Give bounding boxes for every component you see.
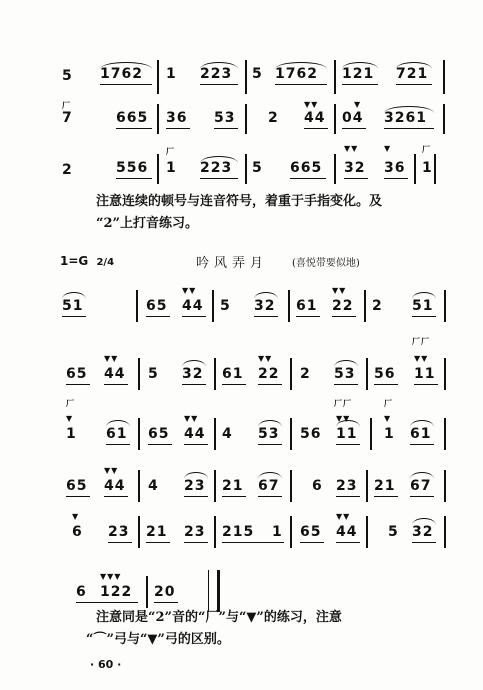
note: 65 xyxy=(148,426,170,442)
underline-mark xyxy=(342,84,378,85)
accent-mark: ▼▼ xyxy=(336,512,351,521)
note: 5 xyxy=(252,66,263,82)
note: 65 xyxy=(146,298,168,314)
time-signature: 2/4 xyxy=(96,257,115,268)
note: 1 xyxy=(422,160,433,176)
barline xyxy=(334,154,336,184)
underline-mark xyxy=(200,178,238,179)
underline-mark xyxy=(62,316,86,317)
note: 44 xyxy=(104,478,126,494)
accent-mark: 厂厂 xyxy=(412,337,430,346)
accent-mark: ▼▼ xyxy=(414,354,429,363)
key-signature xyxy=(60,254,114,268)
barline xyxy=(214,470,216,502)
barline xyxy=(245,104,247,134)
underline-mark xyxy=(334,384,358,385)
underline-mark xyxy=(332,316,356,317)
note: 61 xyxy=(410,426,432,442)
slur-mark xyxy=(410,420,434,427)
barline xyxy=(245,60,247,94)
note: 04 xyxy=(342,110,364,126)
note: 56 xyxy=(374,366,396,382)
note: 23 xyxy=(108,524,130,540)
note: 65 xyxy=(300,524,322,540)
note: 61 xyxy=(106,426,128,442)
note: 44 xyxy=(182,298,204,314)
slur-mark xyxy=(254,292,278,299)
barline xyxy=(138,358,140,390)
underline-mark xyxy=(410,496,434,497)
note: 7 xyxy=(62,110,73,126)
note: 32 xyxy=(182,366,204,382)
underline-mark xyxy=(254,316,278,317)
note: 1 xyxy=(272,524,283,540)
underline-mark xyxy=(154,602,178,603)
underline-mark xyxy=(275,84,327,85)
note: 11 xyxy=(336,426,358,442)
slur-mark xyxy=(184,472,208,479)
underline-mark xyxy=(214,128,238,129)
barline xyxy=(290,470,292,502)
barline xyxy=(444,358,446,390)
note: 44 xyxy=(336,524,358,540)
instruction-text: 注意同是“2”音的“厂”与“▼”的练习，注意 xyxy=(96,610,342,625)
underline-mark xyxy=(344,178,368,179)
piece-title: 吟风弄月 xyxy=(196,256,269,271)
key-label: 1=G xyxy=(60,254,89,268)
underline-mark xyxy=(104,496,128,497)
underline-mark xyxy=(412,542,436,543)
note: 1 xyxy=(384,426,395,442)
underline-mark xyxy=(384,128,434,129)
note: 5 xyxy=(388,524,399,540)
slur-mark xyxy=(62,292,86,299)
barline xyxy=(434,154,436,184)
note: 32 xyxy=(344,160,366,176)
underline-mark xyxy=(146,542,170,543)
accent-mark: ▼ xyxy=(384,414,392,423)
underline-mark xyxy=(374,384,398,385)
accent-mark: ▼▼ xyxy=(182,286,197,295)
accent-mark: 厂 xyxy=(66,399,75,408)
accent-mark: ▼▼ xyxy=(304,100,319,109)
barline xyxy=(138,418,140,450)
slur-mark xyxy=(412,518,436,525)
slur-mark xyxy=(336,420,360,427)
underline-mark xyxy=(304,128,328,129)
underline-mark xyxy=(258,496,282,497)
note: 65 xyxy=(66,366,88,382)
accent-mark: ▼▼ xyxy=(336,414,351,423)
underline-mark xyxy=(222,496,246,497)
accent-mark: ▼▼ xyxy=(332,286,347,295)
note: 6 xyxy=(72,524,83,540)
slur-mark xyxy=(396,62,432,69)
underline-mark xyxy=(222,384,246,385)
accent-mark: 厂 xyxy=(166,147,175,156)
barline xyxy=(444,418,446,450)
underline-mark xyxy=(222,542,284,543)
barline xyxy=(366,470,368,502)
slur-mark xyxy=(258,420,282,427)
underline-mark xyxy=(410,444,434,445)
slur-mark xyxy=(200,62,238,69)
barline xyxy=(214,418,216,450)
note: 36 xyxy=(166,110,188,126)
note: 6 xyxy=(312,478,323,494)
note: 5 xyxy=(62,68,73,84)
barline xyxy=(290,358,292,390)
underline-mark xyxy=(336,496,360,497)
slur-mark xyxy=(410,472,434,479)
barline xyxy=(366,516,368,548)
barline xyxy=(138,470,140,502)
note: 21 xyxy=(222,478,244,494)
note: 4 xyxy=(222,426,233,442)
barline xyxy=(444,470,446,502)
slur-mark xyxy=(182,360,206,367)
note: 223 xyxy=(200,66,233,82)
accent-mark: 厂厂 xyxy=(334,399,352,408)
note: 65 xyxy=(66,478,88,494)
note: 44 xyxy=(104,366,126,382)
barline xyxy=(212,290,214,322)
note: 1 xyxy=(166,66,177,82)
accent-mark: 厂 xyxy=(422,145,431,154)
accent-mark: ▼▼ xyxy=(184,414,199,423)
note: 2 xyxy=(62,162,73,178)
instruction-text: “2”上打音练习。 xyxy=(96,216,199,231)
note: 22 xyxy=(332,298,354,314)
barline xyxy=(138,516,140,548)
note: 1 xyxy=(166,160,177,176)
slur-mark xyxy=(412,292,436,299)
slur-mark xyxy=(258,472,282,479)
underline-mark xyxy=(66,384,90,385)
barline xyxy=(290,418,292,450)
underline-mark xyxy=(258,444,282,445)
underline-mark xyxy=(336,444,360,445)
note: 6 xyxy=(76,584,87,600)
accent-mark: ▼ xyxy=(66,414,74,423)
accent-mark: ▼▼ xyxy=(104,354,119,363)
slur-mark xyxy=(275,62,327,69)
accent-mark: ▼▼ xyxy=(258,354,273,363)
slur-mark xyxy=(334,360,358,367)
accent-mark: ▼ xyxy=(72,512,80,521)
underline-mark xyxy=(184,444,208,445)
note: 4 xyxy=(148,478,159,494)
underline-mark xyxy=(100,84,152,85)
barline xyxy=(157,60,159,94)
note: 22 xyxy=(258,366,280,382)
underline-mark xyxy=(148,444,172,445)
note: 67 xyxy=(258,478,280,494)
note: 21 xyxy=(374,478,396,494)
slur-mark xyxy=(106,420,130,427)
underline-mark xyxy=(182,316,206,317)
underline-mark xyxy=(182,384,206,385)
note: 23 xyxy=(184,524,206,540)
note: 3261 xyxy=(384,110,427,126)
slur-mark xyxy=(384,106,434,113)
barline xyxy=(364,290,366,322)
note: 665 xyxy=(116,110,149,126)
note: 44 xyxy=(304,110,326,126)
barline xyxy=(214,516,216,548)
underline-mark xyxy=(300,542,324,543)
note: 67 xyxy=(410,478,432,494)
note: 1 xyxy=(66,426,77,442)
note: 556 xyxy=(116,160,149,176)
note: 32 xyxy=(254,298,276,314)
barline xyxy=(245,154,247,184)
underline-mark xyxy=(146,316,170,317)
note: 23 xyxy=(184,478,206,494)
underline-mark xyxy=(384,178,408,179)
underline-mark xyxy=(76,602,138,603)
barline xyxy=(334,60,336,94)
note: 36 xyxy=(384,160,406,176)
note: 23 xyxy=(336,478,358,494)
note: 2 xyxy=(372,298,383,314)
instruction-text: 注意连续的顿号与连音符号，着重于手指变化。及 xyxy=(96,194,383,209)
underline-mark xyxy=(414,384,438,385)
note: 61 xyxy=(222,366,244,382)
note: 56 xyxy=(300,426,322,442)
barline xyxy=(136,290,138,322)
underline-mark xyxy=(184,496,208,497)
underline-mark xyxy=(396,84,432,85)
note: 1762 xyxy=(100,66,143,82)
barline xyxy=(443,60,445,94)
note: 215 xyxy=(222,524,255,540)
note: 5 xyxy=(148,366,159,382)
underline-mark xyxy=(166,128,190,129)
note: 1762 xyxy=(275,66,318,82)
accent-mark: ▼ xyxy=(384,144,392,153)
underline-mark xyxy=(258,384,282,385)
barline xyxy=(334,104,336,134)
note: 665 xyxy=(290,160,323,176)
barline xyxy=(288,290,290,322)
note: 44 xyxy=(184,426,206,442)
barline xyxy=(290,516,292,548)
note: 122 xyxy=(100,584,133,600)
barline xyxy=(443,104,445,134)
note: 53 xyxy=(258,426,280,442)
barline xyxy=(414,154,416,184)
note: 2 xyxy=(300,366,311,382)
note: 5 xyxy=(252,160,263,176)
underline-mark xyxy=(296,316,320,317)
accent-mark: 厂 xyxy=(62,101,71,110)
note: 5 xyxy=(220,298,231,314)
underline-mark xyxy=(108,542,132,543)
underline-mark xyxy=(336,542,360,543)
slur-mark xyxy=(200,156,238,163)
barline xyxy=(366,358,368,390)
note: 51 xyxy=(62,298,84,314)
note: 2 xyxy=(268,110,279,126)
note: 223 xyxy=(200,160,233,176)
barline xyxy=(146,576,148,608)
underline-mark xyxy=(290,178,326,179)
note: 53 xyxy=(334,366,356,382)
barline xyxy=(444,516,446,548)
barline xyxy=(444,290,446,322)
underline-mark xyxy=(116,128,152,129)
accent-mark: ▼▼ xyxy=(344,144,359,153)
underline-mark xyxy=(374,496,398,497)
underline-mark xyxy=(66,496,90,497)
barline xyxy=(370,418,372,450)
accent-mark: ▼▼▼ xyxy=(100,572,122,581)
underline-mark xyxy=(116,178,152,179)
barline xyxy=(214,358,216,390)
underline-mark xyxy=(106,444,130,445)
accent-mark: ▼ xyxy=(354,100,362,109)
underline-mark xyxy=(104,384,128,385)
underline-mark xyxy=(342,128,366,129)
instruction-text: “⌒”弓与“▼”弓的区别。 xyxy=(86,632,230,647)
note: 721 xyxy=(396,66,429,82)
accent-mark: ▼▼ xyxy=(104,466,119,475)
barline xyxy=(157,154,159,184)
note: 20 xyxy=(154,584,176,600)
note: 32 xyxy=(412,524,434,540)
slur-mark xyxy=(342,62,378,69)
slur-mark xyxy=(100,62,152,69)
note: 51 xyxy=(412,298,434,314)
underline-mark xyxy=(184,542,208,543)
piece-subtitle: (喜悦带要似地) xyxy=(292,258,360,269)
page-number: · 60 · xyxy=(90,658,122,671)
note: 11 xyxy=(414,366,436,382)
note: 61 xyxy=(296,298,318,314)
underline-mark xyxy=(200,84,238,85)
note: 121 xyxy=(342,66,375,82)
underline-mark xyxy=(412,316,436,317)
accent-mark: 厂 xyxy=(384,399,393,408)
note: 21 xyxy=(146,524,168,540)
barline xyxy=(157,104,159,134)
note: 53 xyxy=(214,110,236,126)
